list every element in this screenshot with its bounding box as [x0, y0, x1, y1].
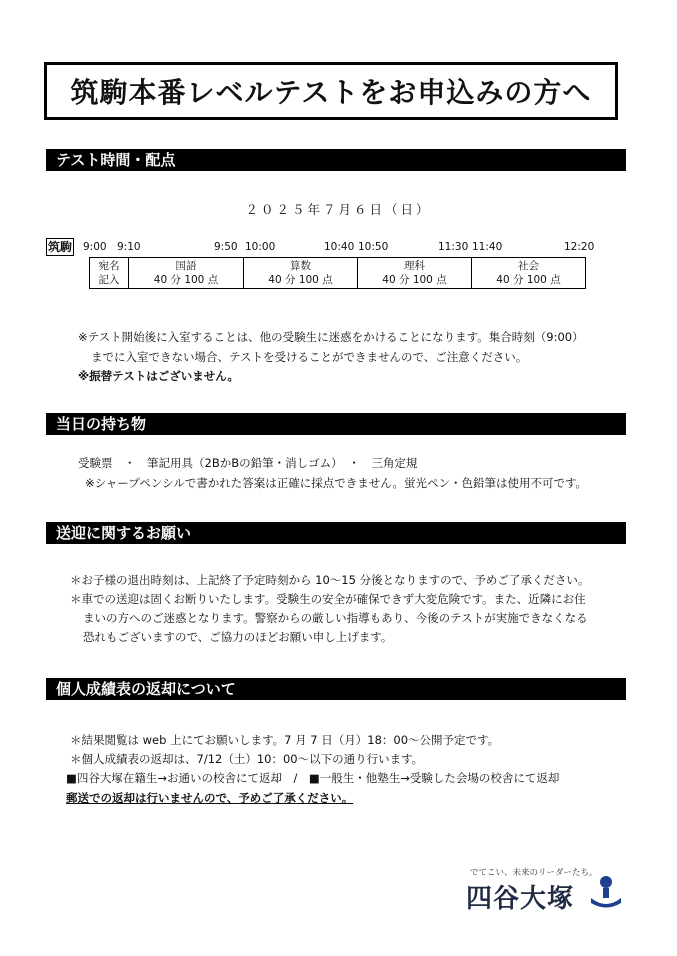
- time-label: 12:20: [564, 241, 595, 253]
- late-note: までに入室できない場合、テストを受けることができませんので、ご注意ください。: [91, 350, 528, 364]
- subject-name: 国語: [175, 260, 197, 272]
- subject-cell: [472, 258, 586, 289]
- subject-detail: 40 分 100 点: [382, 274, 447, 286]
- late-note: ※テスト開始後に入室することは、他の受験生に迷惑をかけることになります。集合時刻（9:00）: [78, 330, 584, 344]
- subject-cell: [129, 258, 244, 289]
- time-label: 10:40: [324, 241, 355, 253]
- logo-wordmark: 四谷大塚: [466, 884, 575, 914]
- subject-cell: [358, 258, 472, 289]
- report-line: ＊結果閲覧は web 上にてお願いします。7 月 7 日（月）18：00～公開予定です。: [70, 733, 500, 747]
- pickup-line: ＊お子様の退出時刻は、上記終了予定時刻から 10～15 分後となりますので、予めご了承ください。: [70, 573, 590, 587]
- time-label: 9:50: [214, 241, 238, 253]
- pickup-line: 恐れもございますので、ご協力のほどお願い申し上げます。: [83, 630, 393, 644]
- report-line: ■四谷大塚在籍生→お通いの校舎にて返却 / ■一般生・他塾生→受験した会場の校舎にて返却: [66, 771, 560, 785]
- time-label: 11:40: [472, 241, 503, 253]
- report-no-mail-note: 郵送での返却は行いませんので、予めご了承ください。: [66, 791, 354, 805]
- name-entry-label: 記入: [98, 274, 120, 286]
- pickup-line: ＊車での送迎は固くお断りいたします。受験生の安全が確保できず大変危険です。また、近隣にお住: [70, 592, 586, 606]
- belongings-note: ※シャープペンシルで書かれた答案は正確に採点できません。蛍光ペン・色鉛筆は使用不可です。: [85, 476, 588, 490]
- school-label: 筑駒: [48, 240, 73, 254]
- logo-person-icon: [588, 872, 624, 908]
- subject-name: 理科: [404, 260, 425, 272]
- time-label: 9:10: [117, 241, 141, 253]
- time-label: 10:50: [358, 241, 389, 253]
- section-header-report: 個人成績表の返却について: [46, 678, 626, 700]
- section-header-test-time: テスト時間・配点: [46, 149, 626, 171]
- name-entry-cell: [90, 258, 129, 289]
- subject-detail: 40 分 100 点: [268, 274, 333, 286]
- time-label: 11:30: [438, 241, 469, 253]
- schedule-table: [89, 257, 586, 289]
- no-makeup-note: ※振替テストはございません。: [78, 369, 239, 383]
- pickup-line: まいの方へのご迷惑となります。警察からの厳しい指導もあり、今後のテストが実施できなくなる: [83, 611, 588, 625]
- time-label: 10:00: [245, 241, 276, 253]
- section-header-pickup: 送迎に関するお願い: [46, 522, 626, 544]
- name-entry-label: 宛名: [98, 260, 120, 272]
- test-date: ２０２５年７月６日（日）: [245, 202, 432, 217]
- time-label: 9:00: [83, 241, 107, 253]
- belongings-items: 受験票 ・ 筆記用具（2BかBの鉛筆・消しゴム） ・ 三角定規: [78, 456, 418, 470]
- page-title: 筑駒本番レベルテストをお申込みの方へ: [44, 62, 618, 120]
- report-line: ＊個人成績表の返却は、7/12（土）10：00～以下の通り行います。: [70, 752, 424, 766]
- subject-detail: 40 分 100 点: [496, 274, 561, 286]
- subject-detail: 40 分 100 点: [153, 274, 219, 286]
- subject-name: 社会: [518, 260, 539, 272]
- subject-cell: [244, 258, 358, 289]
- section-header-belongings: 当日の持ち物: [46, 413, 626, 435]
- subject-name: 算数: [290, 260, 311, 272]
- logo-tagline: でてこい、未来のリーダーたち。: [470, 868, 598, 878]
